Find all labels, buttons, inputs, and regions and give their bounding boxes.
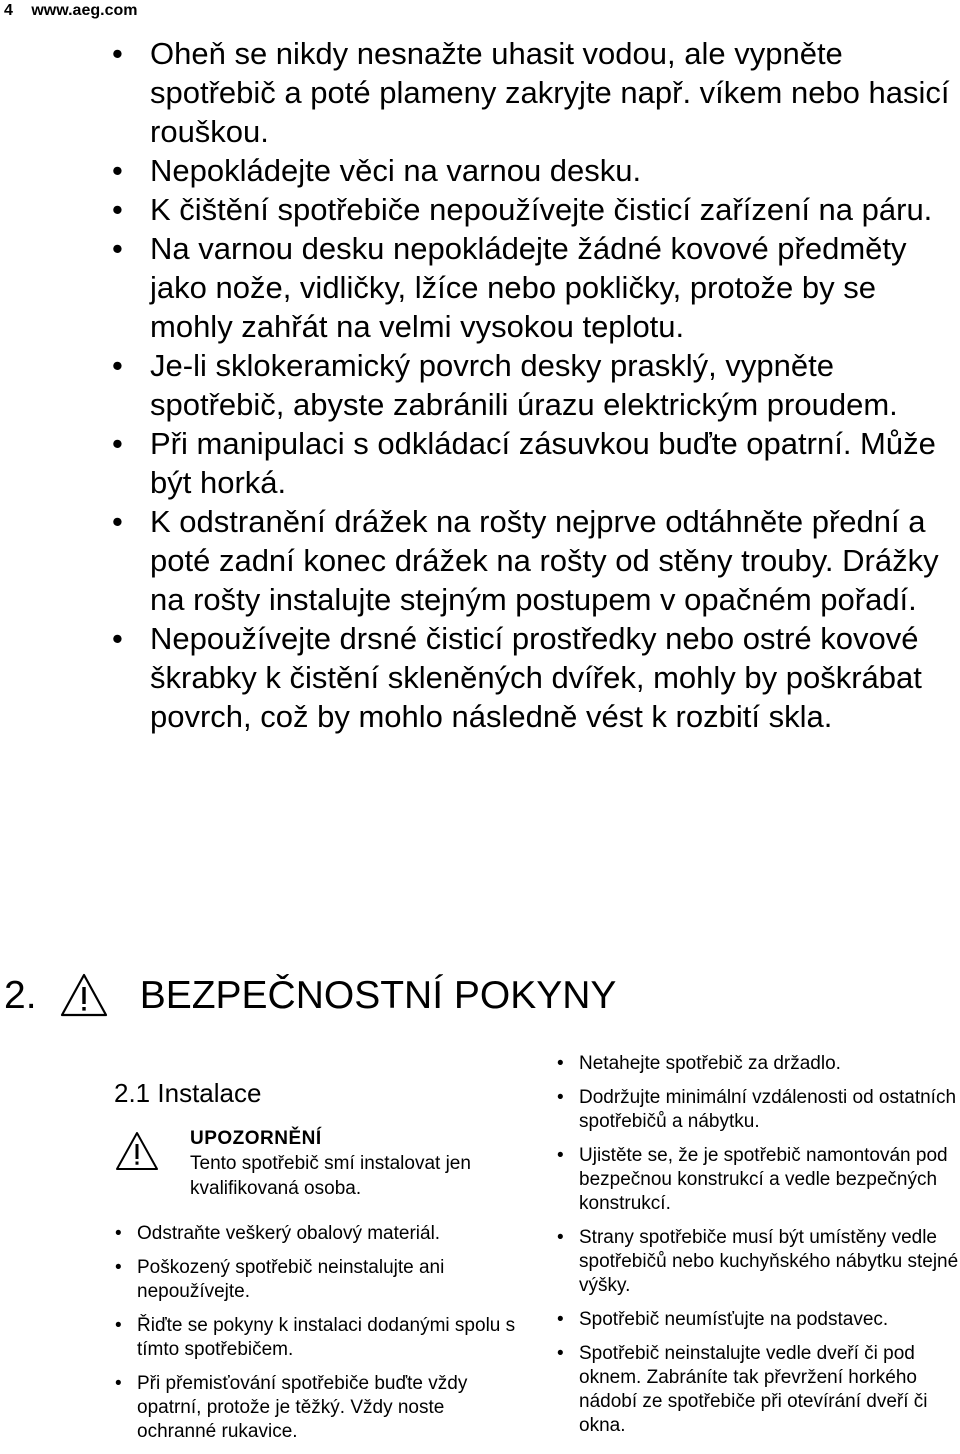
list-item: • Ujistěte se, že je spotřebič namontován pod bezpečnou konstrukcí a vedle bezpečných konstrukcí.	[579, 1144, 960, 1216]
installation-list-left	[137, 1222, 517, 1454]
list-item: • Dodržujte minimální vzdálenosti od ostatních spotřebičů a nábytku.	[579, 1086, 960, 1134]
section-title: BEZPEČNOSTNÍ POKYNY	[139, 974, 617, 1017]
list-item: • Nepoužívejte drsné čisticí prostředky nebo ostré kovové škrabky k čistění skleněných dvířek, mohly by poškrábat povrch, což by mohlo následně vést k rozbití skla.	[150, 619, 960, 736]
warning-triangle-icon	[114, 1130, 160, 1172]
warning-triangle-icon	[59, 972, 109, 1018]
list-item: • Spotřebič neinstalujte vedle dveří či pod oknem. Zabráníte tak převržení horkého nádobí ze spotřebiče při otevírání dveří či okna.	[579, 1342, 960, 1438]
section-heading	[4, 972, 616, 1020]
list-item: • Odstraňte veškerý obalový materiál.	[137, 1222, 517, 1246]
list-item: • Při manipulaci s odkládací zásuvkou buďte opatrní. Může být horká.	[150, 424, 960, 502]
list-item: • Oheň se nikdy nesnažte uhasit vodou, ale vypněte spotřebič a poté plameny zakryjte např. víkem nebo hasicí rouškou.	[150, 34, 960, 151]
list-item: • Netahejte spotřebič za držadlo.	[579, 1052, 960, 1076]
list-item: • K čištění spotřebiče nepoužívejte čisticí zařízení na páru.	[150, 190, 960, 229]
section-number: 2.	[4, 974, 37, 1017]
list-item: • K odstranění drážek na rošty nejprve odtáhněte přední a poté zadní konec drážek na rošty od stěny trouby. Drážky na rošty instalujte stejným postupem v opačném pořadí.	[150, 502, 960, 619]
subsection-title: Instalace	[157, 1078, 262, 1108]
list-item: • Řiďte se pokyny k instalaci dodanými spolu s tímto spotřebičem.	[137, 1314, 517, 1362]
subsection-heading	[114, 1076, 261, 1110]
subsection-number: 2.1	[114, 1078, 151, 1108]
warning-text: Tento spotřebič smí instalovat jen kvalifikovaná osoba.	[190, 1153, 471, 1199]
list-item: • Poškozený spotřebič neinstalujte ani nepoužívejte.	[137, 1256, 517, 1304]
installation-list-right	[579, 1052, 960, 1448]
list-item: • Při přemisťování spotřebiče buďte vždy opatrní, protože je těžký. Vždy noste ochranné rukavice.	[137, 1372, 517, 1444]
list-item: • Spotřebič neumísťujte na podstavec.	[579, 1308, 960, 1332]
list-item: • Je-li sklokeramický povrch desky prasklý, vypněte spotřebič, abyste zabránili úrazu elektrickým proudem.	[150, 346, 960, 424]
list-item: • Na varnou desku nepokládejte žádné kovové předměty jako nože, vidličky, lžíce nebo pokličky, protože by se mohly zahřát na velmi vysokou teplotu.	[150, 229, 960, 346]
page-number: 4	[4, 2, 13, 19]
list-item: • Nepokládejte věci na varnou desku.	[150, 151, 960, 190]
warning-box	[190, 1126, 530, 1201]
site-url: www.aeg.com	[31, 2, 138, 19]
list-item: • Strany spotřebiče musí být umístěny vedle spotřebičů nebo kuchyňského nábytku stejné výšky.	[579, 1226, 960, 1298]
page-header	[4, 0, 137, 22]
warning-title: UPOZORNĚNÍ	[190, 1128, 322, 1149]
safety-list-top	[150, 34, 960, 736]
